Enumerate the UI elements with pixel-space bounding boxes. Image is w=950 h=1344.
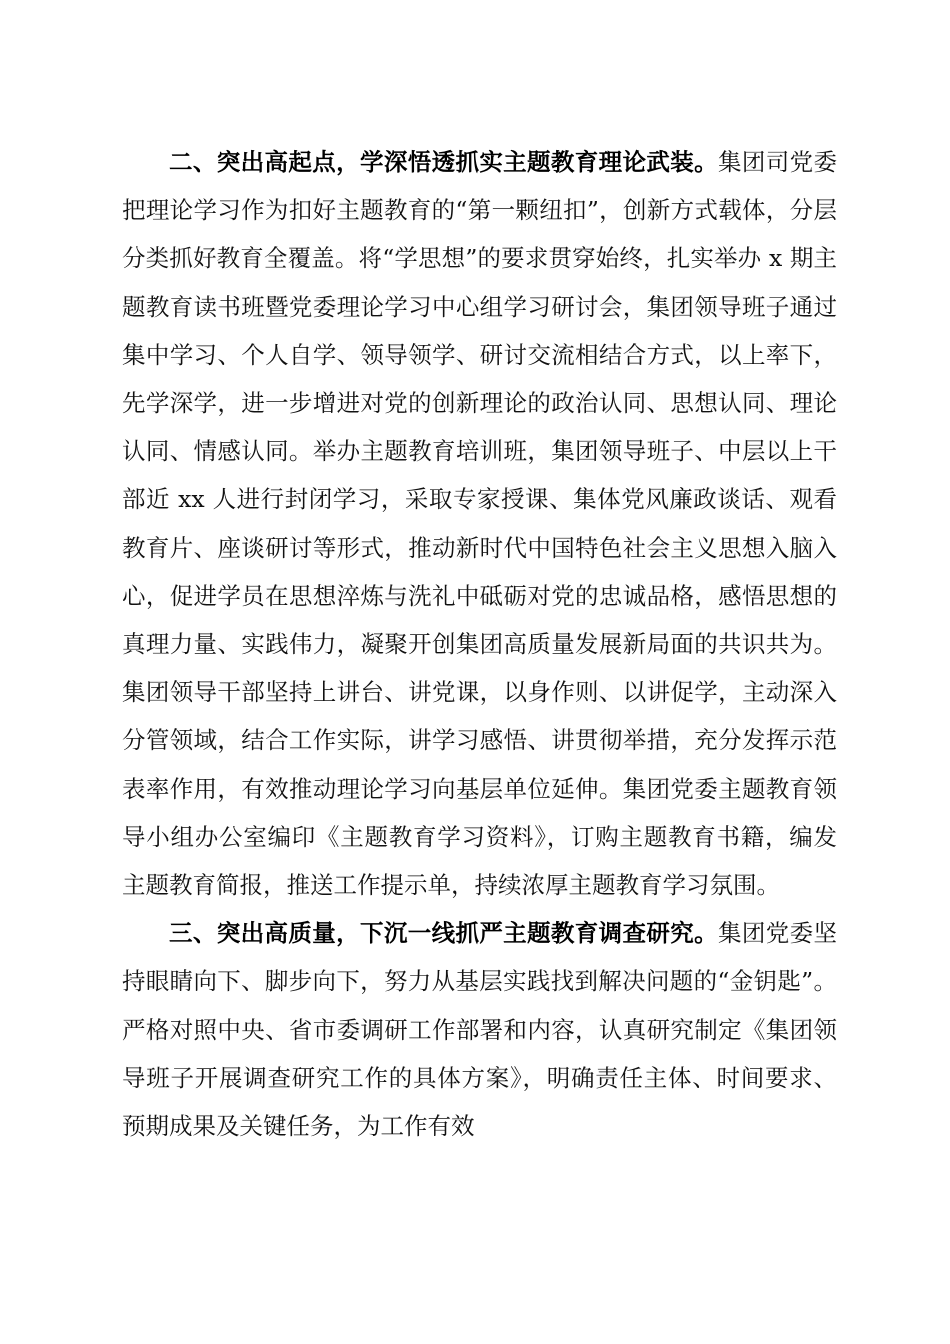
section-two-heading: 二、突出高起点，学深悟透抓实主题教育理论武装。 [169,148,719,176]
section-two-text: 集团司党委把理论学习作为扣好主题教育的“第一颗纽扣”，创新方式载体，分层分类抓好教育全覆盖。将“学思想”的要求贯穿始终，扎实举办 x 期主题教育读书班暨党委理论学习中心组学习研讨会，集团领导班子通过集中学习、个人自学、领导领学、研讨交流相结合方式，以上率下，先学深学，进一步增进对党的创新理论的政治认同、思想认同、理论认同、情感认同。举办主题教育培训班，集团领导班子、中层以上干部近 xx 人进行封闭学习，采取专家授课、集体党风廉政谈话、观看教育片、座谈研讨等形式，推动新时代中国特色社会主义思想入脑入心，促进学员在思想淬炼与洗礼中砥砺对党的忠诚品格，感悟思想的真理力量、实践伟力，凝聚开创集团高质量发展新局面的共识共为。集团领导干部坚持上讲台、讲党课，以身作则、以讲促学，主动深入分管领域，结合工作实际，讲学习感悟、讲贯彻举措，充分发挥示范表率作用，有效推动理论学习向基层单位延伸。集团党委主题教育领导小组办公室编印《主题教育学习资料》，订购主题教育书籍，编发主题教育简报，推送工作提示单，持续浓厚主题教育学习氛围。 [122,148,838,900]
document-body [122,138,837,1150]
section-three-heading: 三、突出高质量，下沉一线抓严主题教育调查研究。 [169,919,719,948]
paragraph-section-two [122,138,837,909]
paragraph-section-three [122,909,837,1150]
section-three-text: 集团党委坚持眼睛向下、脚步向下，努力从基层实践找到解决问题的“金钥匙”。严格对照中央、省市委调研工作部署和内容，认真研究制定《集团领导班子开展调查研究工作的具体方案》，明确责任主体、时间要求、预期成果及关键任务，为工作有效 [122,919,838,1141]
